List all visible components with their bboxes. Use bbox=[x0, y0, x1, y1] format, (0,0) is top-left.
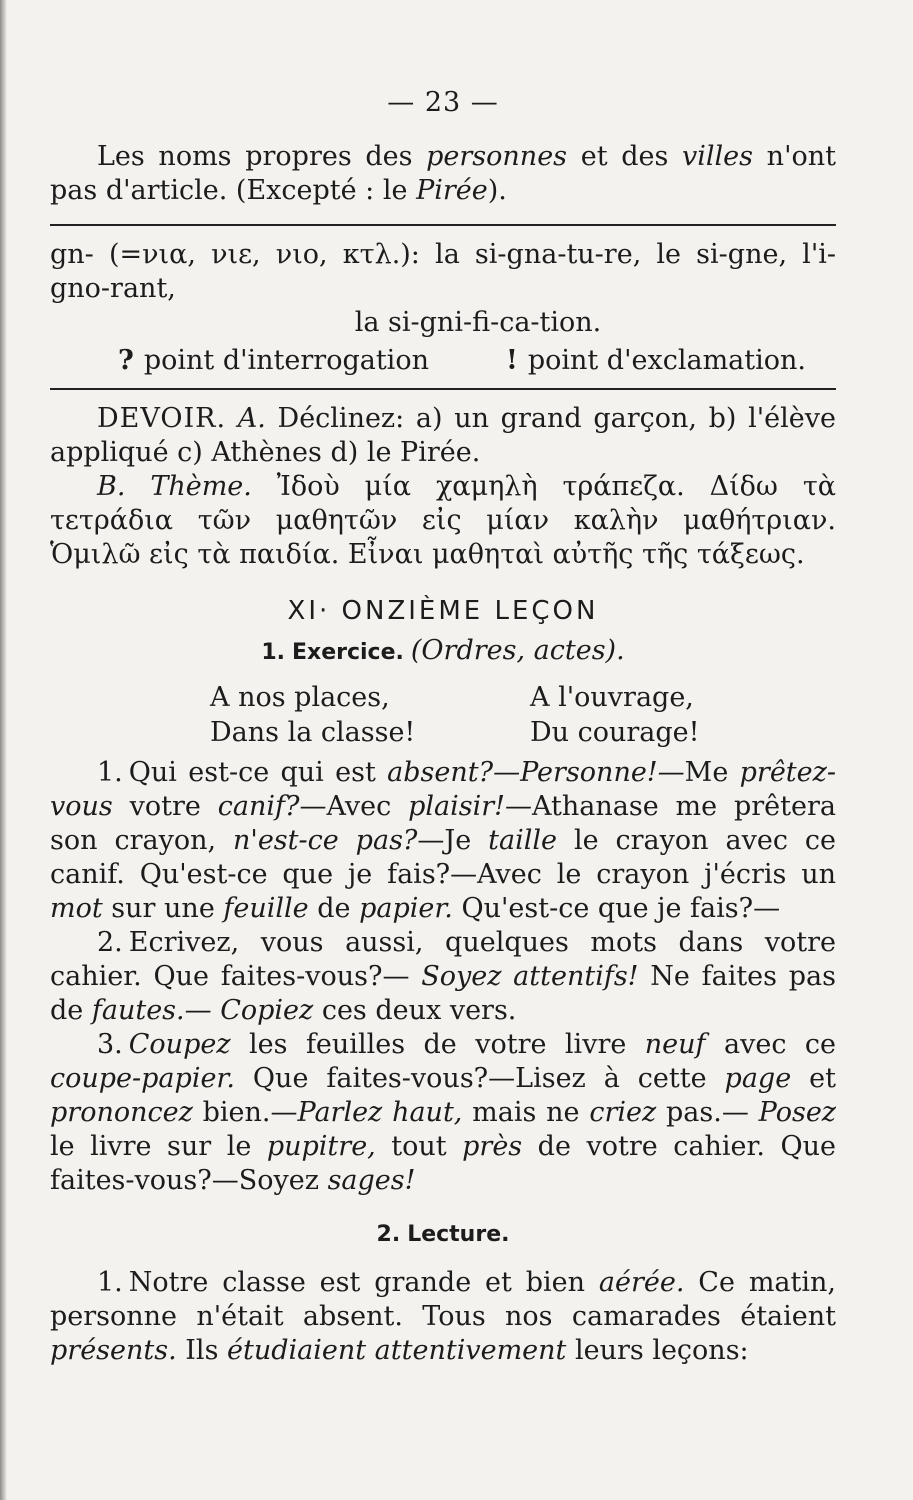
punctuation-legend bbox=[118, 344, 806, 378]
pronunciation-line-2: la si-gni-fi-ca-tion. bbox=[354, 307, 602, 338]
exercise-paragraph-3: 3. Coupez les feuilles de votre livre neuf avec ce coupe-papier. Que faites-vous?—Lisez à cette page et prononcez bien.—Parlez haut, mais ne criez pas.— Posez le livre sur le pupitre, tout près de votre cahier. Que faites-vous?—Soyez sages! bbox=[50, 1029, 837, 1196]
page-edge-shadow bbox=[0, 0, 7, 1500]
question-mark-item: ? point d'interrogation bbox=[118, 345, 429, 376]
pronunciation-line-1: gn- (=νια, νιε, νιο, κτλ.): la si-gna-tu-re, le si-gne, l'i-gno-rant, bbox=[50, 239, 836, 304]
exercise-paragraph-2: 2. Ecrivez, vous aussi, quelques mots dans votre cahier. Que faites-vous?— Soyez attentifs! Ne faites pas de fautes.— Copiez ces deux vers. bbox=[50, 927, 836, 1026]
poem-line: A nos places, bbox=[210, 682, 390, 713]
intro-paragraph: Les noms propres des personnes et des villes n'ont pas d'article. (Excepté : le Pirée). bbox=[50, 141, 836, 206]
exercise-heading: 1. Exercice. (Ordres, actes). bbox=[261, 635, 625, 666]
devoir-a: DEVOIR. A. Déclinez: a) un grand garçon, b) l'élève appliqué c) Athènes d) le Pirée. bbox=[50, 403, 836, 468]
exclamation-mark-item: ! point d'exclamation. bbox=[505, 345, 806, 376]
poem-line: Dans la classe! bbox=[210, 717, 416, 748]
book-page bbox=[50, 86, 836, 1368]
lecture-paragraph-1: 1. Notre classe est grande et bien aérée. Ce matin, personne n'était absent. Tous nos camarades étaient présents. Ils étudiaient attentivement leurs leçons: bbox=[50, 1267, 836, 1366]
divider-bottom bbox=[50, 388, 836, 390]
page-number: — 23 — bbox=[387, 87, 499, 118]
poem-line: Du courage! bbox=[530, 717, 700, 748]
lesson-title: XI· ONZIÈME LEÇON bbox=[287, 596, 599, 626]
poem-line: A l'ouvrage, bbox=[530, 682, 694, 713]
lecture-heading: 2. Lecture. bbox=[376, 1222, 510, 1247]
poem bbox=[210, 680, 836, 750]
devoir-b: B. Thème. Ἰδοὺ μία χαμηλὴ τράπεζα. Δίδω τὰ τετράδια τῶν μαθητῶν εἰς μίαν καλὴν μαθήτριαν. Ὁμιλῶ εἰς τὰ παιδία. Εἶναι μαθηταὶ αὐτῆς τῆς τάξεως. bbox=[50, 471, 837, 570]
divider-top bbox=[50, 224, 836, 226]
exercise-paragraph-1: 1. Qui est-ce qui est absent?—Personne!—Me prêtez-vous votre canif?—Avec plaisir!—Athanase me prêtera son crayon, n'est-ce pas?—Je taille le crayon avec ce canif. Qu'est-ce que je fais?—Avec le crayon j'écris un mot sur une feuille de papier. Qu'est-ce que je fais?— bbox=[50, 757, 837, 924]
